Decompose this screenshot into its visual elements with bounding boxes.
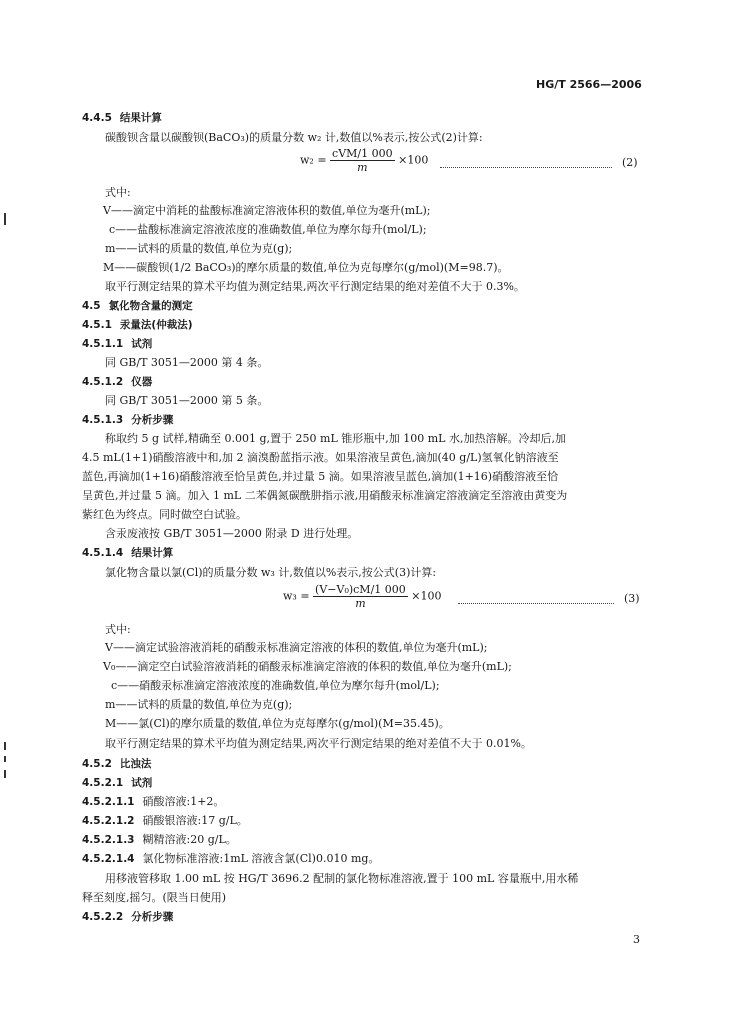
- paragraph: 取平行测定结果的算术平均值为测定结果,两次平行测定结果的绝对差值不大于 0.01%。: [105, 737, 532, 750]
- formula-denominator: m: [357, 161, 368, 174]
- paragraph-line: 4.5 mL(1+1)硝酸溶液中和,加 2 滴溴酚蓝指示液。如果溶液呈黄色,滴加(40 g/L)氢氧化钠溶液至: [82, 451, 559, 464]
- formula-lhs: w₂ =: [300, 153, 327, 167]
- reagent-number: 4.5.2.1.3: [82, 834, 135, 846]
- section-heading: [82, 318, 193, 332]
- paragraph: 碳酸钡含量以碳酸钡(BaCO₃)的质量分数 w₂ 计,数值以%表示,按公式(2)计算:: [105, 131, 483, 144]
- section-number: 4.4.5: [82, 112, 112, 124]
- section-number: 4.5: [82, 300, 101, 312]
- reagent-text: 氯化物标准溶液:1mL 溶液含氯(Cl)0.010 mg。: [142, 852, 380, 865]
- paragraph-line: 呈黄色,并过量 5 滴。加入 1 mL 二苯偶氮碳酰肼指示液,用硝酸汞标准滴定溶液滴定至溶液由黄变为: [82, 489, 568, 502]
- formula-fraction: [330, 147, 395, 174]
- formula-label: (2): [622, 156, 638, 169]
- section-heading: [82, 776, 152, 790]
- paragraph: 取平行测定结果的算术平均值为测定结果,两次平行测定结果的绝对差值不大于 0.3%。: [105, 280, 525, 293]
- variable-definition: V——滴定中消耗的盐酸标准滴定溶液体积的数值,单位为毫升(mL);: [103, 204, 431, 217]
- section-title: 分析步骤: [131, 911, 174, 923]
- scan-mark: [4, 756, 6, 762]
- reagent-number: 4.5.2.1.1: [82, 796, 135, 808]
- section-title: 分析步骤: [131, 414, 174, 426]
- paragraph-line: 蓝色,再滴加(1+16)硝酸溶液至恰呈黄色,并过量 5 滴。如果溶液呈蓝色,滴加(1+16)硝酸溶液至恰: [82, 470, 559, 483]
- section-title: 氯化物含量的测定: [108, 300, 193, 312]
- formula-label: (3): [624, 592, 640, 605]
- formula-tail: ×100: [398, 153, 429, 167]
- paragraph: 氯化物含量以氯(Cl)的质量分数 w₃ 计,数值以%表示,按公式(3)计算:: [105, 566, 437, 579]
- section-title: 结果计算: [131, 547, 174, 559]
- formula-numerator: (V−V₀)cM/1 000: [315, 583, 406, 596]
- section-title: 汞量法(仲裁法): [119, 319, 193, 331]
- variable-definition: V——滴定试验溶液消耗的硝酸汞标准滴定溶液的体积的数值,单位为毫升(mL);: [105, 641, 488, 654]
- reagent-text: 硝酸银溶液:17 g/L。: [142, 814, 248, 827]
- formula-numerator: cVM/1 000: [332, 147, 393, 160]
- reagent-text: 硝酸溶液:1+2。: [142, 795, 225, 808]
- paragraph-line: 称取约 5 g 试样,精确至 0.001 g,置于 250 mL 锥形瓶中,加 100 mL 水,加热溶解。冷却后,加: [105, 432, 566, 445]
- formula-lhs: w₃ =: [283, 589, 310, 603]
- reagent-item: [82, 833, 237, 847]
- formula-2: [300, 147, 428, 174]
- reagent-text: 糊精溶液:20 g/L。: [142, 833, 237, 846]
- section-title: 仪器: [131, 376, 153, 388]
- paragraph: 同 GB/T 3051—2000 第 5 条。: [105, 394, 269, 407]
- reagent-item: [82, 795, 224, 809]
- where-label: 式中:: [105, 623, 131, 636]
- reagent-number: 4.5.2.1.2: [82, 815, 135, 827]
- paragraph: 含汞废液按 GB/T 3051—2000 附录 D 进行处理。: [105, 527, 359, 540]
- paragraph-line: 释至刻度,摇匀。(限当日使用): [82, 891, 227, 904]
- formula-leader-dots: [440, 153, 612, 168]
- section-heading: [82, 546, 173, 560]
- reagent-item: [82, 852, 379, 866]
- section-heading: [82, 337, 152, 351]
- section-title: 结果计算: [119, 112, 162, 124]
- section-number: 4.5.1: [82, 319, 112, 331]
- scan-mark: [4, 213, 6, 225]
- where-label: 式中:: [105, 186, 131, 199]
- section-number: 4.5.1.1: [82, 338, 124, 350]
- section-title: 比浊法: [119, 758, 152, 770]
- page-number: 3: [633, 933, 640, 946]
- section-heading: [82, 375, 152, 389]
- variable-definition: m——试料的质量的数值,单位为克(g);: [105, 242, 293, 255]
- section-number: 4.5.1.4: [82, 547, 124, 559]
- variable-definition: c——盐酸标准滴定溶液浓度的准确数值,单位为摩尔每升(mol/L);: [109, 223, 427, 236]
- scan-mark: [4, 770, 6, 778]
- section-heading: [82, 299, 193, 313]
- paragraph: 同 GB/T 3051—2000 第 4 条。: [105, 356, 269, 369]
- section-heading: [82, 111, 162, 125]
- paragraph-line: 紫红色为终点。同时做空白试验。: [82, 508, 247, 521]
- section-title: 试剂: [131, 338, 153, 350]
- formula-3: [283, 583, 441, 610]
- formula-denominator: m: [355, 597, 366, 610]
- variable-definition: M——氯(Cl)的摩尔质量的数值,单位为克每摩尔(g/mol)(M=35.45)。: [105, 717, 450, 730]
- variable-definition: m——试料的质量的数值,单位为克(g);: [105, 698, 293, 711]
- section-number: 4.5.2.2: [82, 911, 124, 923]
- variable-definition: c——硝酸汞标准滴定溶液浓度的准确数值,单位为摩尔每升(mol/L);: [111, 679, 440, 692]
- formula-tail: ×100: [411, 589, 442, 603]
- reagent-item: [82, 814, 248, 828]
- section-number: 4.5.1.3: [82, 414, 124, 426]
- formula-fraction: [313, 583, 408, 610]
- reagent-number: 4.5.2.1.4: [82, 853, 135, 865]
- variable-definition: V₀——滴定空白试验溶液消耗的硝酸汞标准滴定溶液的体积的数值,单位为毫升(mL);: [103, 660, 512, 673]
- section-title: 试剂: [131, 777, 153, 789]
- paragraph-line: 用移液管移取 1.00 mL 按 HG/T 3696.2 配制的氯化物标准溶液,置于 100 mL 容量瓶中,用水稀: [105, 872, 579, 885]
- variable-definition: M——碳酸钡(1/2 BaCO₃)的摩尔质量的数值,单位为克每摩尔(g/mol)(M=98.7)。: [103, 261, 509, 274]
- standard-code: HG/T 2566—2006: [536, 78, 642, 91]
- section-heading: [82, 757, 151, 771]
- section-number: 4.5.1.2: [82, 376, 124, 388]
- section-number: 4.5.2: [82, 758, 112, 770]
- section-heading: [82, 910, 173, 924]
- scan-mark: [4, 742, 6, 750]
- formula-leader-dots: [458, 589, 614, 604]
- section-heading: [82, 413, 173, 427]
- section-number: 4.5.2.1: [82, 777, 124, 789]
